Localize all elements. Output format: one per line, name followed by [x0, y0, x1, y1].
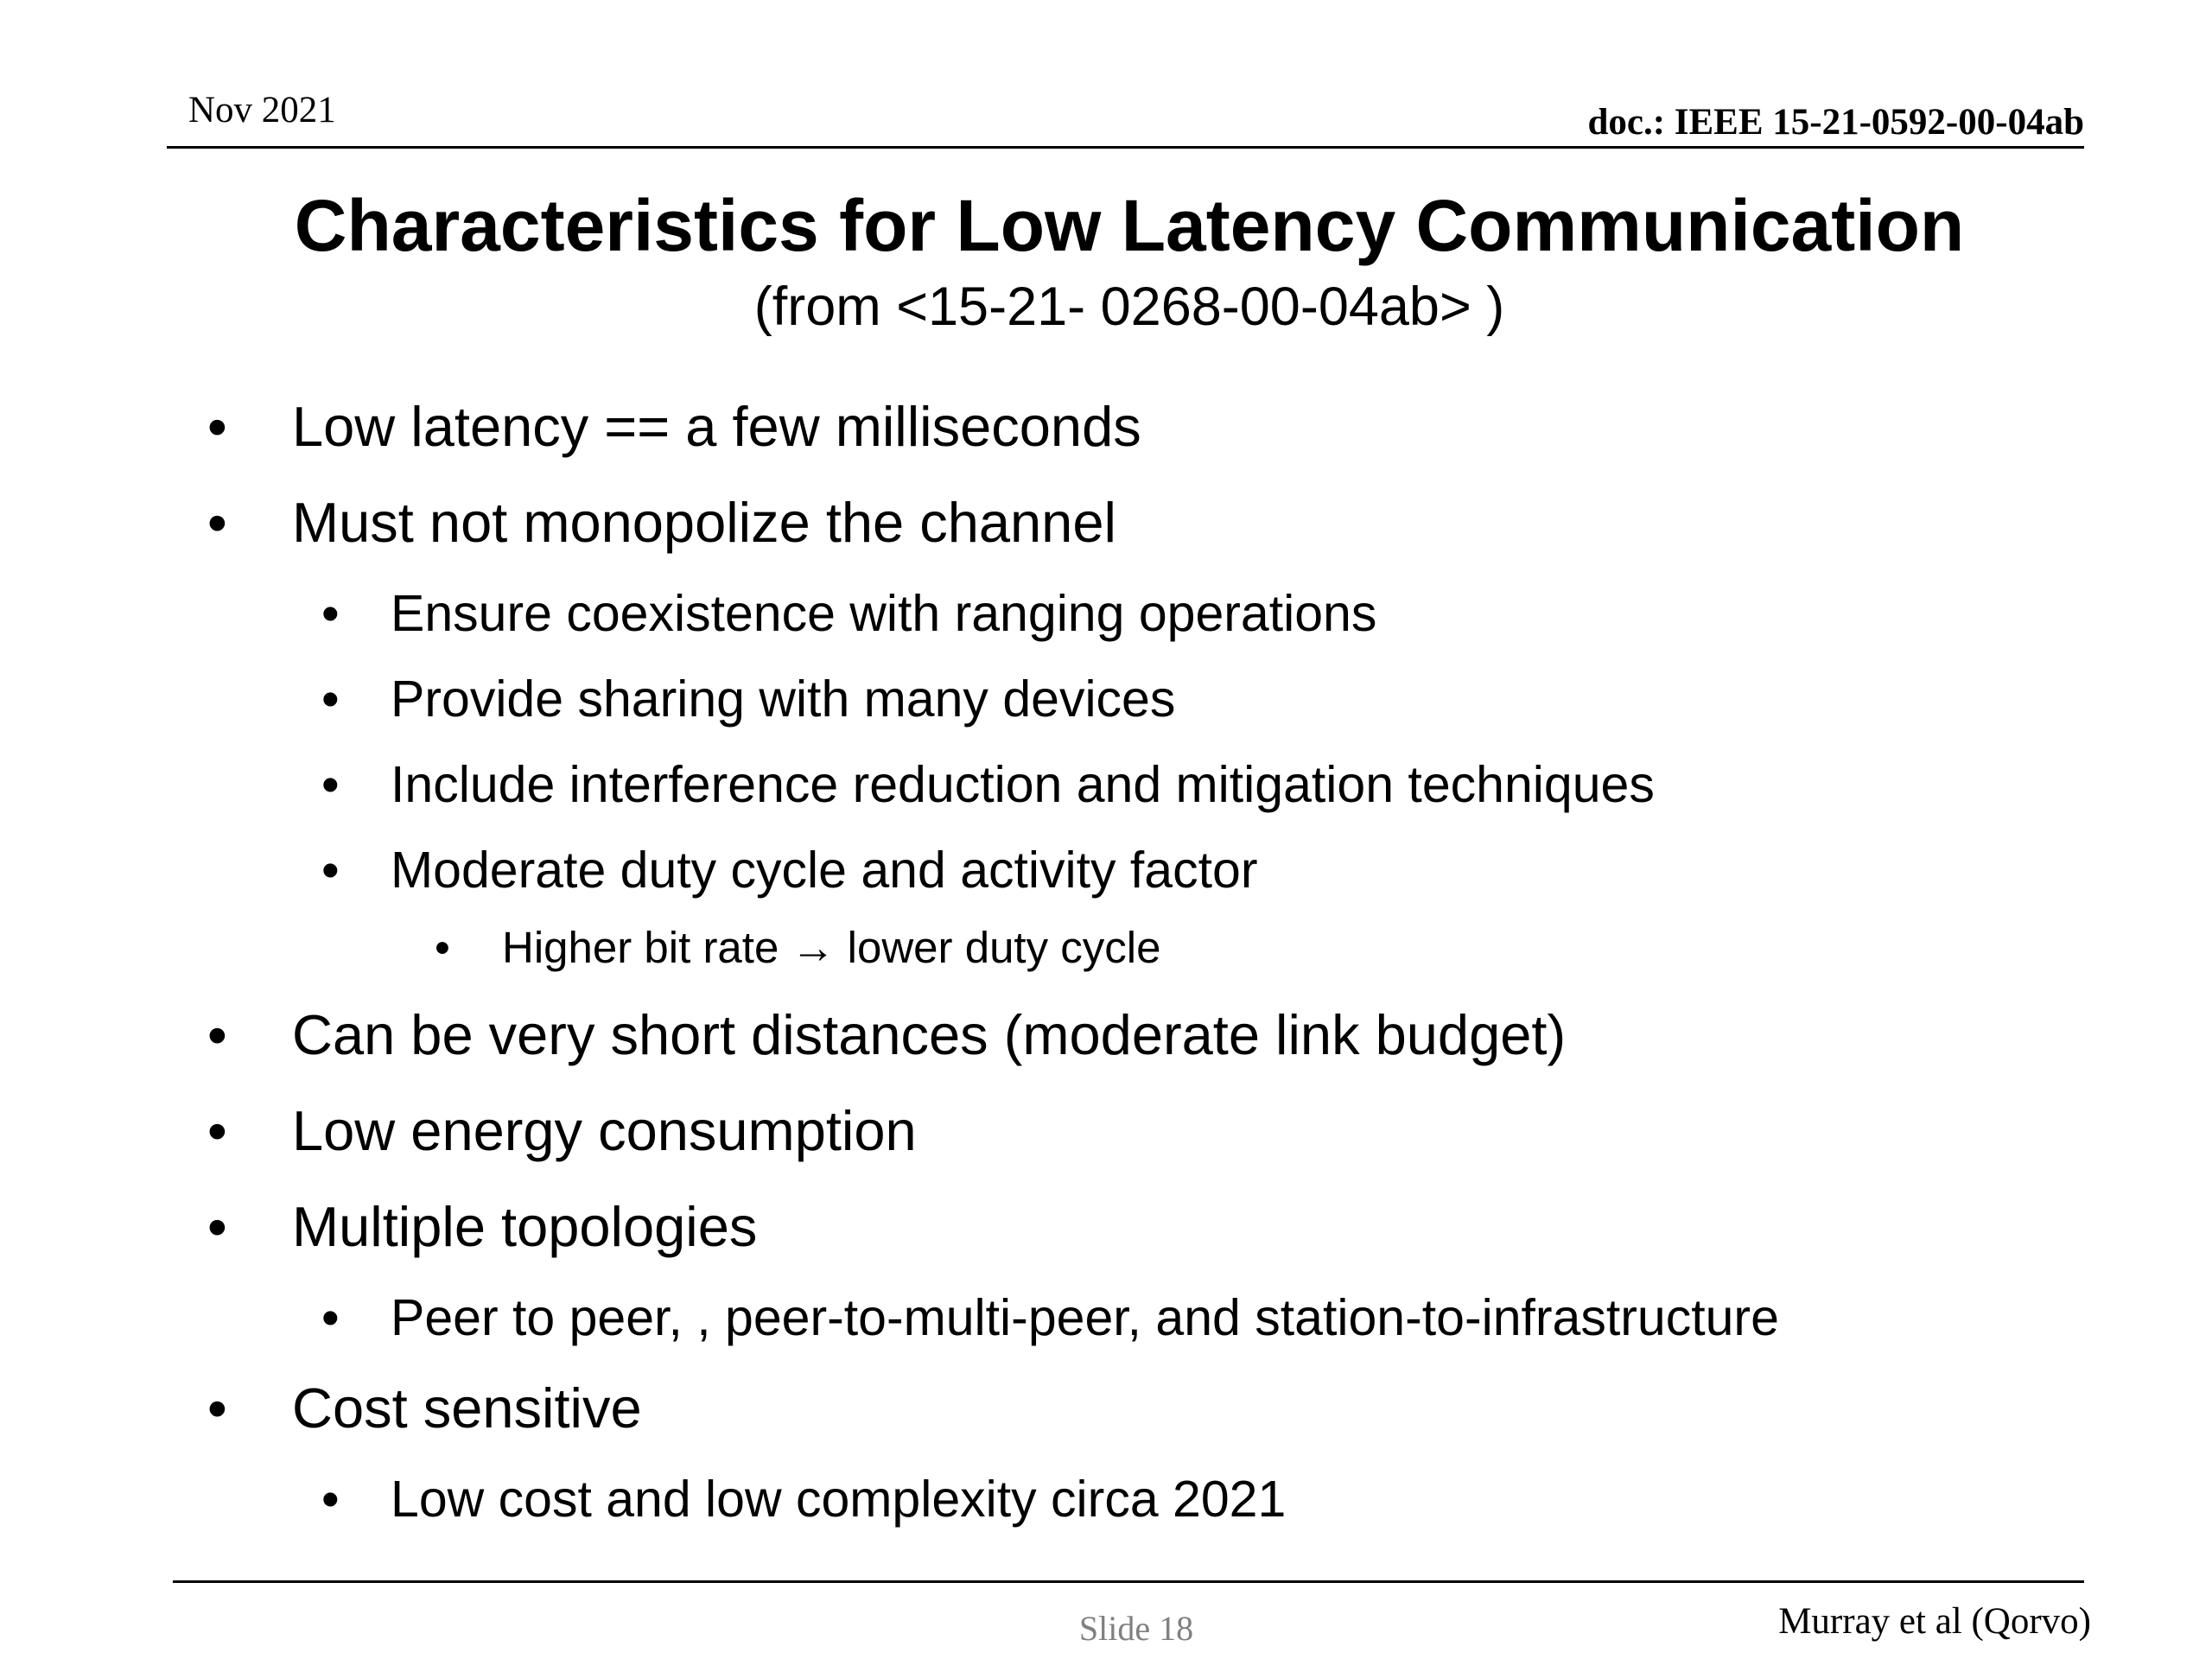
bullet-text: Higher bit rate → lower duty cycle [502, 923, 1161, 972]
slide-title: Characteristics for Low Latency Communication [294, 185, 1965, 266]
footer-author: Murray et al (Qorvo) [1778, 1601, 2091, 1642]
bullet-marker: • [207, 1195, 227, 1258]
bullet-marker: • [207, 1376, 227, 1440]
bullet-text: Low energy consumption [292, 1099, 917, 1162]
header-divider [167, 146, 2084, 149]
bullet-marker: • [207, 395, 227, 458]
bullet-marker: • [321, 671, 340, 728]
bullet-marker: • [207, 491, 227, 554]
bullet-text: Moderate duty cycle and activity factor [391, 842, 1258, 899]
bullet-text: Peer to peer, , peer-to-multi-peer, and station-to-infrastructure [391, 1289, 1779, 1346]
footer-divider [173, 1580, 2084, 1583]
bullet-text: Low cost and low complexity circa 2021 [391, 1471, 1287, 1528]
bullet-text: Cost sensitive [292, 1376, 642, 1440]
bullet-marker: • [321, 1289, 340, 1346]
bullet-marker: • [435, 923, 450, 972]
bullet-text: Can be very short distances (moderate link budget) [292, 1003, 1567, 1066]
header-date: Nov 2021 [188, 90, 336, 130]
bullet-marker: • [321, 585, 340, 642]
bullet-marker: • [321, 842, 340, 899]
bullet-marker: • [207, 1003, 227, 1066]
slide-subtitle: (from <15-21- 0268-00-04ab> ) [753, 276, 1505, 337]
bullet-text: Include interference reduction and mitigation techniques [391, 756, 1655, 813]
bullet-marker: • [321, 1471, 340, 1528]
bullet-text: Low latency == a few milliseconds [292, 395, 1141, 458]
bullet-marker: • [207, 1099, 227, 1162]
bullet-text: Ensure coexistence with ranging operations [391, 585, 1377, 642]
bullet-text: Multiple topologies [292, 1195, 758, 1258]
bullet-text: Must not monopolize the channel [292, 491, 1116, 554]
bullet-marker: • [321, 756, 340, 813]
document-id: doc.: IEEE 15-21-0592-00-04ab [1587, 102, 2084, 143]
bullet-text: Provide sharing with many devices [391, 671, 1176, 728]
slide-number: Slide 18 [1078, 1609, 1194, 1648]
